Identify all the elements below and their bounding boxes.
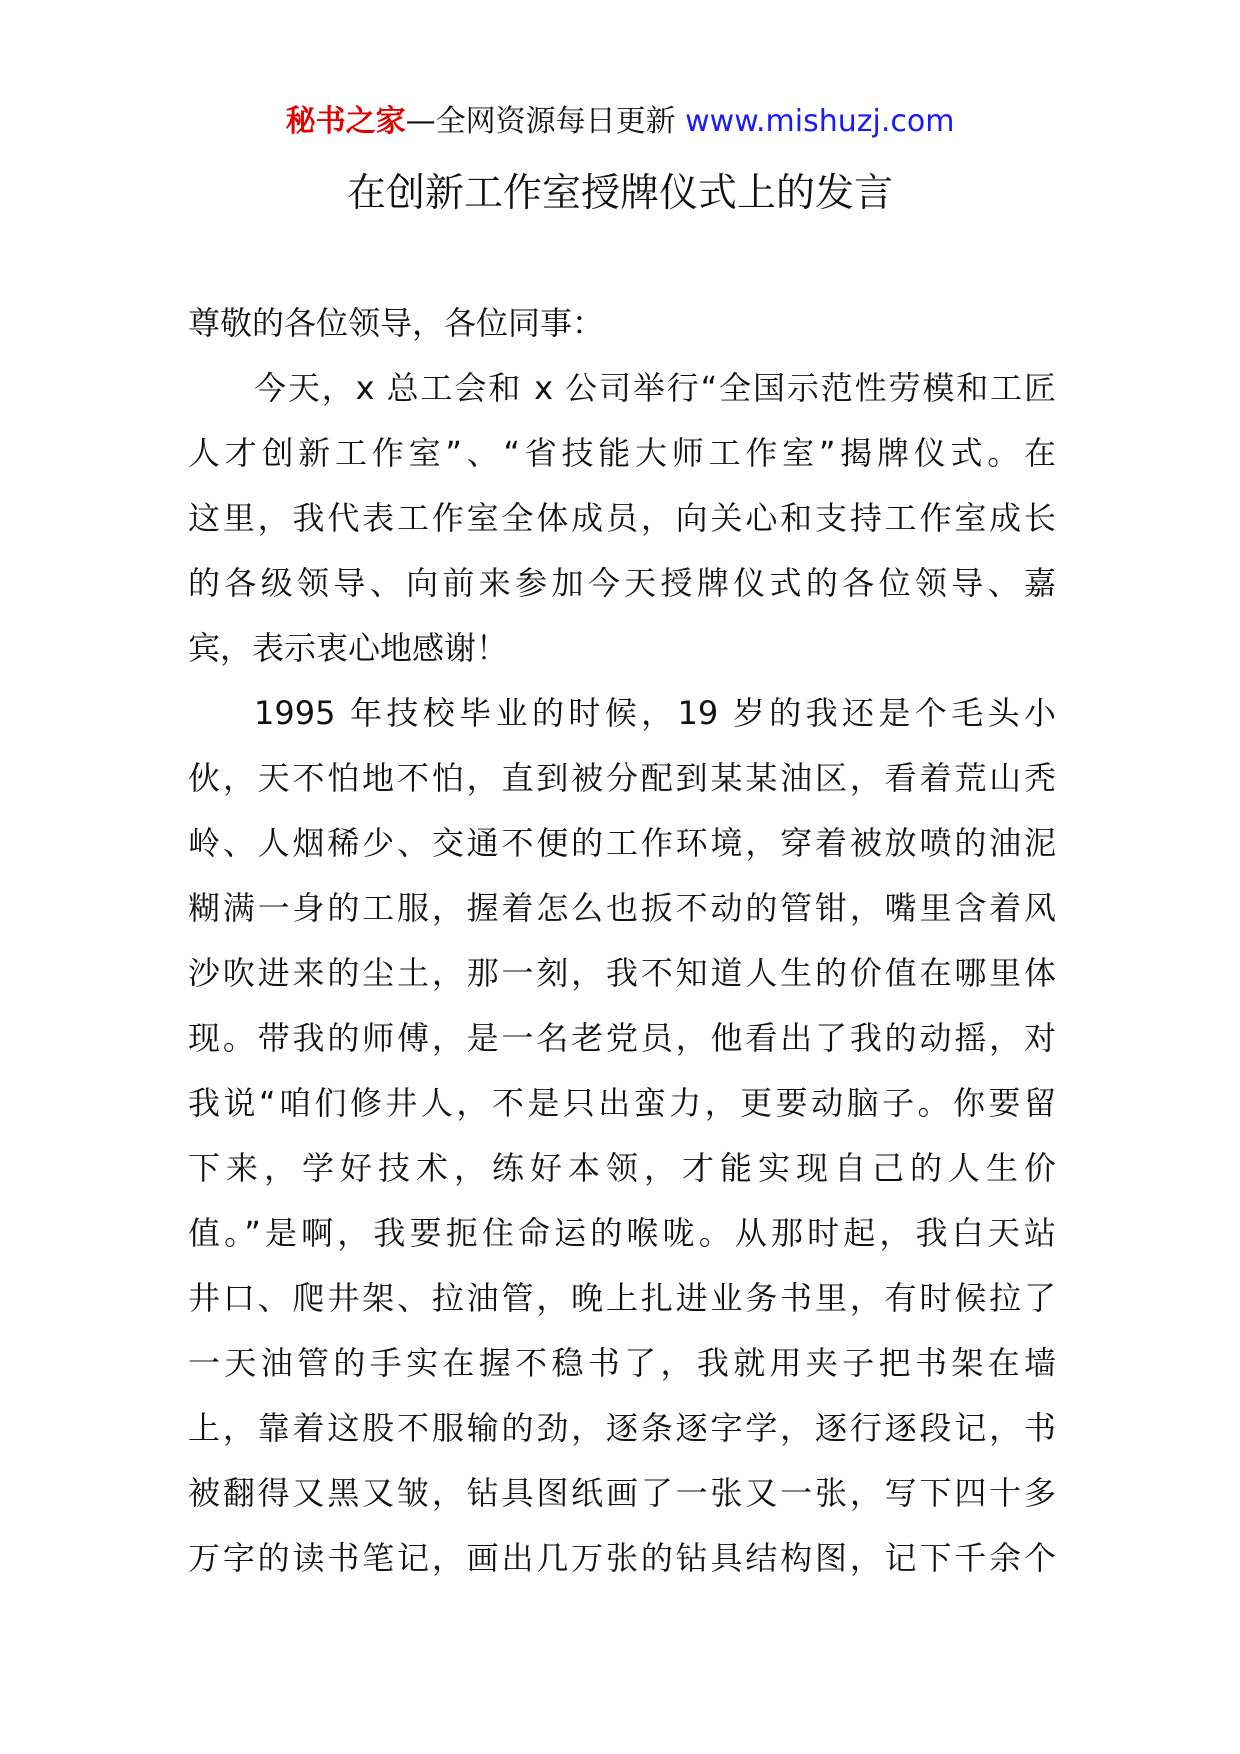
site-url-link[interactable]: www.mishuzj.com [685,104,955,139]
document-title: 在创新工作室授牌仪式上的发言 [346,171,893,216]
paragraph-line: 我说“咱们修井人，不是只出蛮力，更要动脑子。你要留 [188,1084,1056,1122]
site-header [0,100,1240,144]
paragraph-line: 值。”是啊，我要扼住命运的喉咙。从那时起，我白天站 [188,1214,1056,1252]
salutation-line: 尊敬的各位领导，各位同事： [188,304,605,342]
paragraph-line: 上，靠着这股不服输的劲，逐条逐字学，逐行逐段记，书 [188,1409,1056,1447]
paragraph-line: 伙，天不怕地不怕，直到被分配到某某油区，看着荒山秃 [188,759,1056,797]
paragraph-line: 今天，x 总工会和 x 公司举行“全国示范性劳模和工匠 [254,369,1056,407]
paragraph-line: 被翻得又黑又皱，钻具图纸画了一张又一张，写下四十多 [188,1474,1056,1512]
paragraph-line: 一天油管的手实在握不稳书了，我就用夹子把书架在墙 [188,1344,1056,1382]
paragraph-line: 这里，我代表工作室全体成员，向关心和支持工作室成长 [188,499,1056,537]
paragraph-line: 糊满一身的工服，握着怎么也扳不动的管钳，嘴里含着风 [188,889,1056,927]
paragraph-line: 万字的读书笔记，画出几万张的钻具结构图，记下千余个 [188,1539,1056,1577]
paragraph-line: 现。带我的师傅，是一名老党员，他看出了我的动摇，对 [188,1019,1056,1057]
brand-name: 秘书之家 [285,104,406,139]
paragraph-line: 沙吹进来的尘土，那一刻，我不知道人生的价值在哪里体 [188,954,1056,992]
paragraph-line: 人才创新工作室”、“省技能大师工作室”揭牌仪式。在 [188,434,1056,472]
paragraph-line: 宾，表示衷心地感谢！ [188,629,509,667]
site-slogan: —全网资源每日更新 [405,104,676,139]
paragraph-line: 下来，学好技术，练好本领，才能实现自己的人生价 [188,1149,1056,1187]
paragraph-line: 的各级领导、向前来参加今天授牌仪式的各位领导、嘉 [188,564,1056,602]
paragraph-line: 井口、爬井架、拉油管，晚上扎进业务书里，有时候拉了 [188,1279,1056,1317]
paragraph-line: 1995 年技校毕业的时候，19 岁的我还是个毛头小 [254,694,1056,732]
paragraph-line: 岭、人烟稀少、交通不便的工作环境，穿着被放喷的油泥 [188,824,1056,862]
document-body [188,291,1056,1591]
